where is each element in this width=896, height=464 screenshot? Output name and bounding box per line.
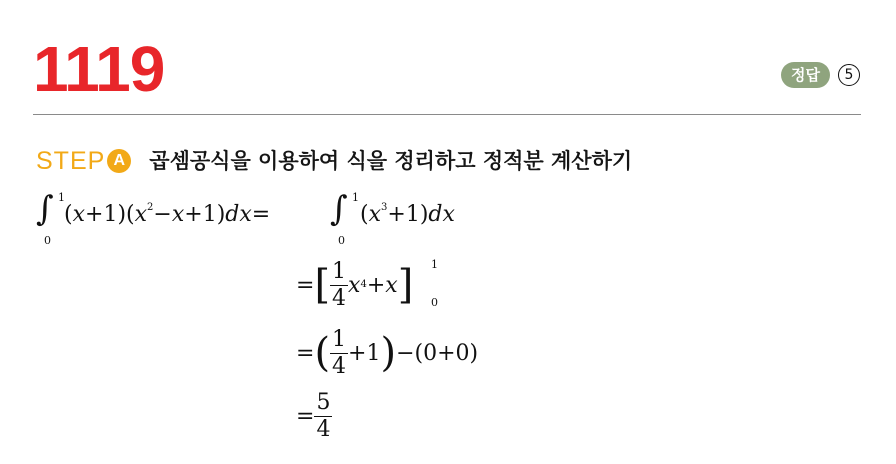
bracket-lower-limit: 0 bbox=[431, 296, 438, 309]
step-title: 곱셈공식을 이용하여 식을 정리하고 정적분 계산하기 bbox=[149, 149, 633, 173]
integral-lower-limit: 0 bbox=[338, 234, 345, 247]
line3-substitution: = ( $\frac{1}{4}$ +1 ) − (0+0) bbox=[296, 326, 479, 379]
bracket-upper-limit: 1 bbox=[431, 258, 438, 271]
result-denominator: 4 bbox=[316, 416, 331, 442]
frac-denominator: 4 bbox=[332, 353, 347, 379]
integral-lower-limit: 0 bbox=[44, 234, 51, 247]
integral-sign: ∫ bbox=[330, 189, 348, 229]
line4-result: = $\frac{5}{4}$ bbox=[296, 389, 331, 442]
answer-value: 5 bbox=[838, 64, 860, 86]
answer-area bbox=[781, 62, 860, 88]
result-numerator: 5 bbox=[316, 389, 331, 415]
step-letter-icon: A bbox=[107, 149, 131, 173]
line2-antiderivative: = [ $\frac{1}{4}$ x 4 + x ] bbox=[296, 258, 414, 311]
step-label: STEP bbox=[36, 147, 106, 175]
problem-number: 1119 bbox=[33, 33, 165, 105]
zero-sum: (0+0) bbox=[414, 340, 479, 366]
integral-upper-limit: 1 bbox=[58, 191, 65, 204]
line1-rhs: $(x^3+1)dx$ bbox=[360, 202, 455, 227]
frac-numerator: 1 bbox=[332, 258, 347, 284]
integral-upper-limit: 1 bbox=[352, 191, 359, 204]
answer-badge: 정답 bbox=[781, 62, 830, 88]
frac-numerator: 1 bbox=[332, 326, 347, 352]
integral-sign: ∫ bbox=[36, 189, 54, 229]
step-header bbox=[36, 147, 632, 175]
header-divider bbox=[33, 114, 861, 115]
line1-integrand: $(x+1)(x^2-x+1)dx=$ bbox=[64, 202, 271, 227]
frac-denominator: 4 bbox=[332, 285, 347, 311]
